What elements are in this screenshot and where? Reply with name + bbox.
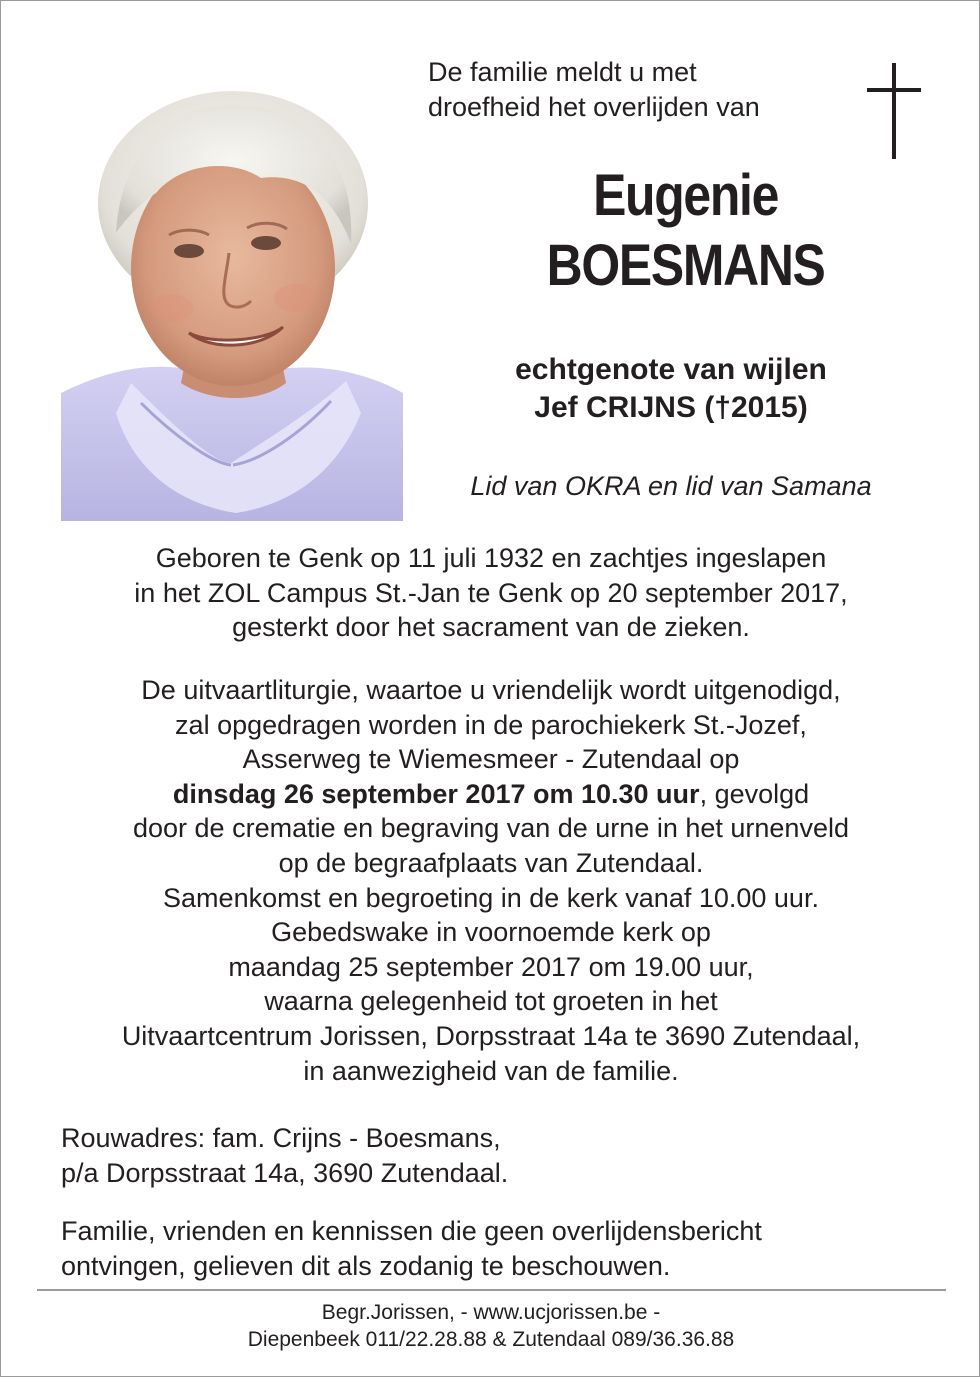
service-paragraph (21, 673, 961, 1088)
divider (37, 1289, 946, 1291)
text-line: Gebedswake in voornoemde kerk op (271, 917, 711, 948)
intro-line: De familie meldt u met (428, 57, 697, 87)
first-name: Eugenie (593, 163, 779, 228)
text-line: zal opgedragen worden in de parochiekerk St.-Jozef, (175, 709, 807, 740)
text-line: Rouwadres: fam. Crijns - Boesmans, (61, 1123, 501, 1153)
text-line: Asserweg te Wiemesmeer - Zutendaal op (242, 744, 740, 775)
funeral-home-footer (21, 1299, 961, 1353)
text-line: De uitvaartliturgie, waartoe u vriendelijk wordt uitgenodigd, (141, 675, 841, 705)
spouse-line: echtgenote van wijlen (515, 353, 827, 386)
service-date: dinsdag 26 september 2017 om 10.30 uur (172, 778, 700, 809)
text-line: Familie, vrienden en kennissen die geen overlijdensbericht (61, 1216, 762, 1246)
intro-line: droefheid het overlijden van (428, 92, 760, 122)
spouse-info (431, 351, 911, 427)
service-date-suffix: , gevolgd (699, 778, 810, 809)
text-line: in aanwezigheid van de familie. (303, 1055, 679, 1086)
mourning-address (61, 1121, 941, 1190)
footer-line: Begr.Jorissen, - www.ucjorissen.be - (321, 1301, 661, 1324)
portrait-illustration (61, 83, 403, 521)
cross-icon (867, 63, 923, 161)
birth-paragraph (21, 541, 961, 645)
service-date-line (21, 777, 961, 812)
text-line: Geboren te Genk op 11 juli 1932 en zachtjes ingeslapen (155, 543, 827, 573)
text-line: door de crematie en begraving van de urne in het urnenveld (133, 813, 849, 844)
text-line: Uitvaartcentrum Jorissen, Dorpsstraat 14a te 3690 Zutendaal, (121, 1020, 861, 1051)
intro-text (428, 55, 848, 125)
portrait-photo (61, 83, 403, 521)
text-line: in het ZOL Campus St.-Jan te Genk op 20 september 2017, (134, 577, 848, 608)
text-line: waarna gelegenheid tot groeten in het (264, 986, 718, 1017)
spouse-line: Jef CRIJNS (†2015) (534, 391, 808, 424)
deceased-name (458, 161, 914, 301)
notice-paragraph (61, 1214, 941, 1283)
text-line: p/a Dorpsstraat 14a, 3690 Zutendaal. (61, 1157, 509, 1188)
footer-line: Diepenbeek 011/22.28.88 & Zutendaal 089/36.36.88 (247, 1328, 735, 1351)
text-line: Samenkomst en begroeting in de kerk vanaf 10.00 uur. (163, 882, 819, 913)
text-line: ontvingen, gelieven dit als zodanig te beschouwen. (61, 1250, 671, 1281)
text-line: gesterkt door het sacrament van de zieken. (232, 612, 750, 643)
text-line: op de begraafplaats van Zutendaal. (278, 847, 704, 878)
last-name: BOESMANS (546, 233, 825, 298)
membership-text: Lid van OKRA en lid van Samana (470, 471, 872, 501)
text-line: maandag 25 september 2017 om 19.00 uur, (228, 951, 754, 982)
